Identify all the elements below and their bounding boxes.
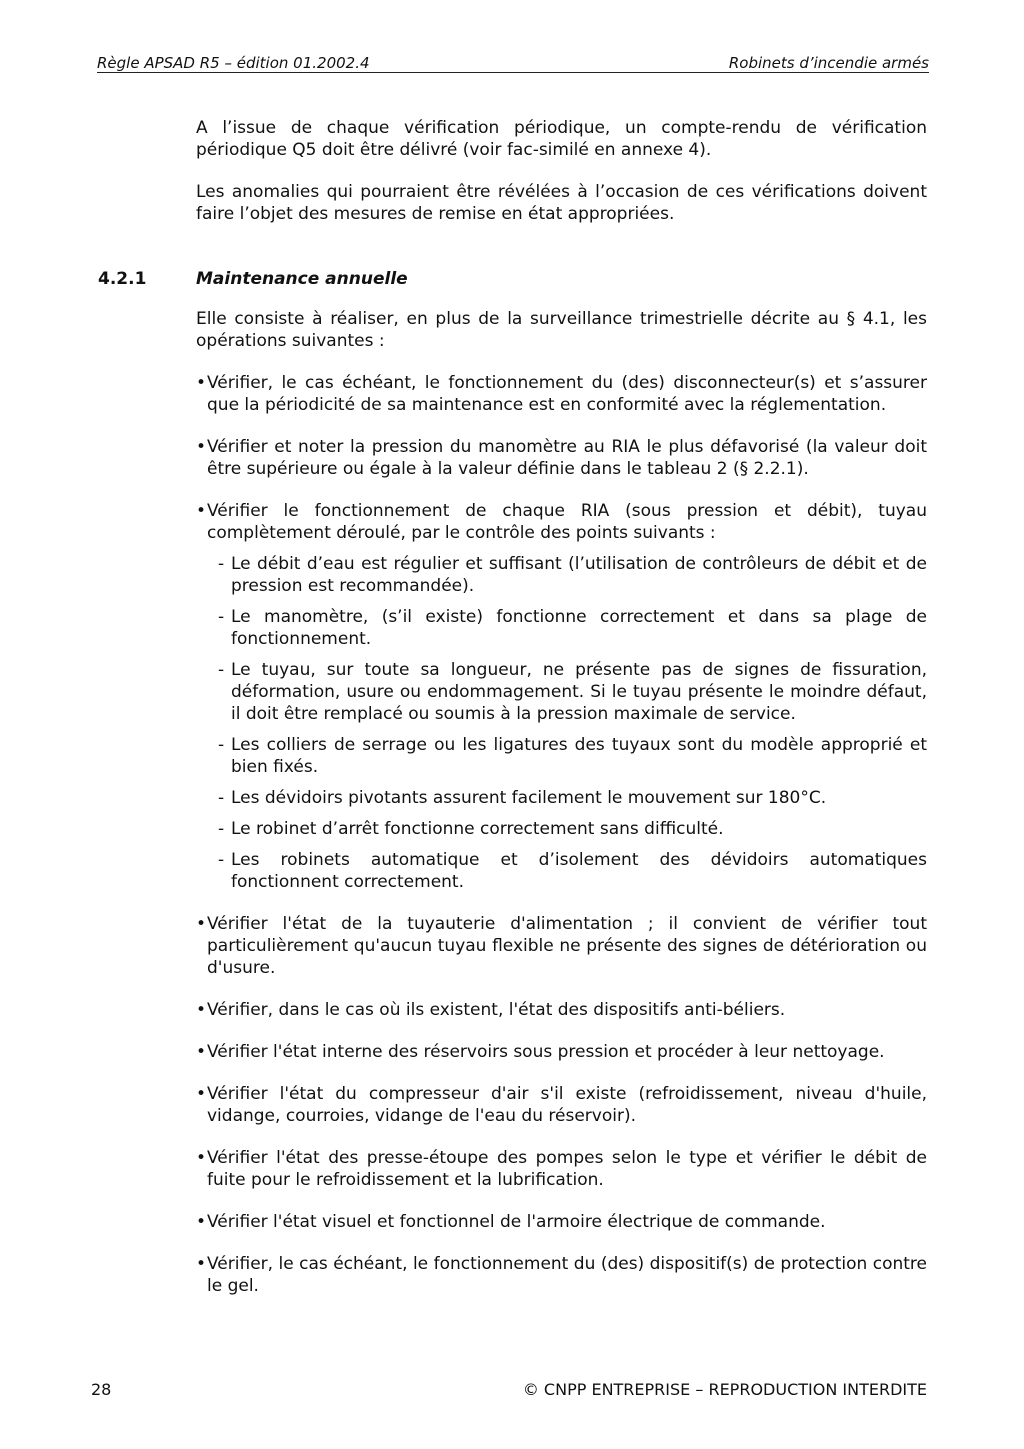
bullet-marker: • bbox=[196, 1212, 207, 1232]
bullet-text: Vérifier le fonctionnement de chaque RIA (sous pression et débit), tuyau complètement déroulé, par le contrôle des points suivants : bbox=[207, 501, 927, 543]
sub-item-text: Le manomètre, (s’il existe) fonctionne correctement et dans sa plage de fonctionnement. bbox=[231, 607, 927, 649]
bullet-item bbox=[196, 999, 927, 1021]
sub-item bbox=[207, 818, 927, 840]
bullet-marker: • bbox=[196, 1000, 207, 1020]
dash-marker: - bbox=[218, 607, 225, 627]
bullet-marker: • bbox=[196, 1148, 207, 1168]
page-number: 28 bbox=[91, 1380, 112, 1399]
sub-item-text: Les robinets automatique et d’isolement des dévidoirs automatiques fonctionnent correctement. bbox=[231, 850, 927, 892]
dash-marker: - bbox=[218, 850, 225, 870]
copyright-notice: © CNPP ENTREPRISE – REPRODUCTION INTERDITE bbox=[522, 1380, 927, 1399]
bullet-text: Vérifier l'état de la tuyauterie d'alimentation ; il convient de vérifier tout particulièrement qu'aucun tuyau flexible ne présente des signes de détérioration ou d'usure. bbox=[207, 914, 927, 978]
sub-item-text: Les dévidoirs pivotants assurent facilement le mouvement sur 180°C. bbox=[231, 788, 827, 808]
bullet-item bbox=[196, 1083, 927, 1127]
sub-item-text: Le tuyau, sur toute sa longueur, ne présente pas de signes de fissuration, déformation, usure ou endommagement. Si le tuyau présente le moindre défaut, il doit être remplacé ou soumis à la pression maximale de service. bbox=[231, 660, 927, 724]
dash-marker: - bbox=[218, 554, 225, 574]
sub-item bbox=[207, 606, 927, 650]
bullet-item bbox=[196, 436, 927, 480]
bullet-item bbox=[196, 1253, 927, 1297]
bullet-marker: • bbox=[196, 1042, 207, 1062]
bullet-item bbox=[196, 1211, 927, 1233]
sub-item bbox=[207, 734, 927, 778]
bullet-marker: • bbox=[196, 914, 207, 934]
header-chapter-title: Robinets d’incendie armés bbox=[728, 54, 929, 72]
sub-list bbox=[207, 553, 927, 893]
bullet-marker: • bbox=[196, 501, 207, 521]
sub-item bbox=[207, 553, 927, 597]
sub-item bbox=[207, 659, 927, 725]
bullet-text: Vérifier l'état du compresseur d'air s'il existe (refroidissement, niveau d'huile, vidange, courroies, vidange de l'eau du réservoir). bbox=[207, 1084, 927, 1126]
bullet-text: Vérifier, dans le cas où ils existent, l'état des dispositifs anti-béliers. bbox=[207, 1000, 786, 1020]
page-content bbox=[98, 117, 927, 1317]
page-header bbox=[97, 50, 929, 73]
page-footer bbox=[91, 1380, 927, 1399]
dash-marker: - bbox=[218, 788, 225, 808]
dash-marker: - bbox=[218, 819, 225, 839]
bullet-text: Vérifier l'état visuel et fonctionnel de l'armoire électrique de commande. bbox=[207, 1212, 826, 1232]
bullet-marker: • bbox=[196, 373, 207, 393]
section-heading bbox=[98, 268, 927, 290]
paragraph-report: A l’issue de chaque vérification périodique, un compte-rendu de vérification périodique Q5 doit être délivré (voir fac-similé en annexe 4). bbox=[196, 118, 927, 160]
dash-marker: - bbox=[218, 735, 225, 755]
bullet-text: Vérifier et noter la pression du manomètre au RIA le plus défavorisé (la valeur doit être supérieure ou égale à la valeur définie dans le tableau 2 (§ 2.2.1). bbox=[207, 437, 927, 479]
bullet-text: Vérifier l'état des presse-étoupe des pompes selon le type et vérifier le débit de fuite pour le refroidissement et la lubrification. bbox=[207, 1148, 927, 1190]
header-document-title: Règle APSAD R5 – édition 01.2002.4 bbox=[97, 54, 370, 72]
sub-item bbox=[207, 849, 927, 893]
dash-marker: - bbox=[218, 660, 225, 680]
section-number: 4.2.1 bbox=[98, 269, 147, 289]
bullet-text: Vérifier, le cas échéant, le fonctionnement du (des) dispositif(s) de protection contre le gel. bbox=[207, 1254, 927, 1296]
sub-item bbox=[207, 787, 927, 809]
bullet-item bbox=[196, 1041, 927, 1063]
section-title: Maintenance annuelle bbox=[196, 269, 408, 289]
sub-item-text: Le robinet d’arrêt fonctionne correctement sans difficulté. bbox=[231, 819, 724, 839]
paragraph-anomalies: Les anomalies qui pourraient être révélées à l’occasion de ces vérifications doivent faire l’objet des mesures de remise en état appropriées. bbox=[196, 182, 927, 224]
sub-item-text: Les colliers de serrage ou les ligatures des tuyaux sont du modèle approprié et bien fixés. bbox=[231, 735, 927, 777]
bullet-marker: • bbox=[196, 437, 207, 457]
bullet-item bbox=[196, 372, 927, 416]
bullet-text: Vérifier l'état interne des réservoirs sous pression et procéder à leur nettoyage. bbox=[207, 1042, 885, 1062]
bullet-marker: • bbox=[196, 1084, 207, 1104]
bullet-item bbox=[196, 1147, 927, 1191]
bullet-item bbox=[196, 500, 927, 893]
bullet-marker: • bbox=[196, 1254, 207, 1274]
section-intro: Elle consiste à réaliser, en plus de la surveillance trimestrielle décrite au § 4.1, les opérations suivantes : bbox=[196, 309, 927, 351]
bullet-item bbox=[196, 913, 927, 979]
sub-item-text: Le débit d’eau est régulier et suffisant (l’utilisation de contrôleurs de débit et de pression est recommandée). bbox=[231, 554, 927, 596]
bullet-text: Vérifier, le cas échéant, le fonctionnement du (des) disconnecteur(s) et s’assurer que la périodicité de sa maintenance est en conformité avec la réglementation. bbox=[207, 373, 927, 415]
